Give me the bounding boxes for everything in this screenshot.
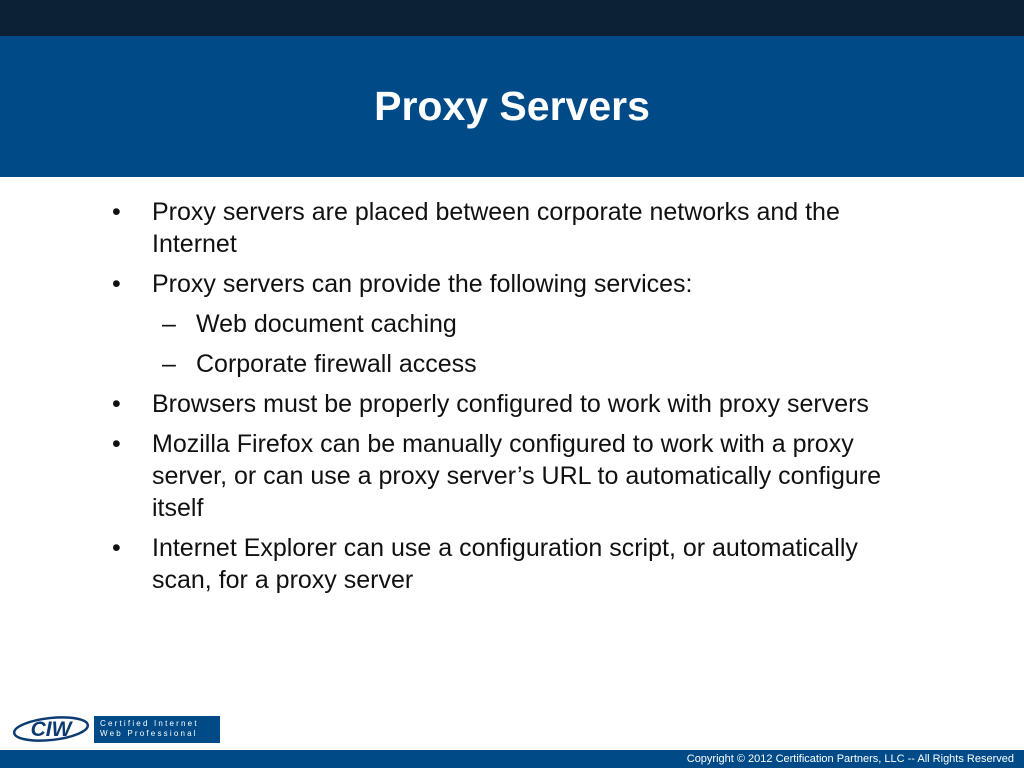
list-item: [112, 196, 902, 260]
list-item: [112, 388, 902, 420]
tagline-line-1: Certified Internet: [100, 719, 199, 728]
dash-marker: –: [162, 350, 176, 378]
footer-bar: [0, 750, 1024, 768]
logo-text: CIW: [30, 718, 72, 741]
list-item: [112, 532, 902, 596]
tagline-line-2: Web Professional: [100, 729, 198, 738]
bullet-list: [112, 196, 902, 604]
bullet-text: Browsers must be properly configured to work with proxy servers: [152, 390, 869, 418]
sub-list-item: [112, 348, 902, 380]
top-strip: [0, 0, 1024, 36]
list-item: [112, 428, 902, 524]
sub-bullet-text: Web document caching: [196, 310, 457, 338]
bullet-marker: •: [112, 430, 121, 458]
bullet-text: Internet Explorer can use a configuration script, or automatically scan, for a proxy server: [152, 534, 858, 594]
sub-bullet-text: Corporate firewall access: [196, 350, 477, 378]
ciw-logo: [12, 712, 90, 742]
bullet-text: Proxy servers are placed between corporate networks and the Internet: [152, 198, 840, 258]
bullet-marker: •: [112, 534, 121, 562]
bullet-text: Proxy servers can provide the following services:: [152, 270, 693, 298]
sub-list-item: [112, 308, 902, 340]
dash-marker: –: [162, 310, 176, 338]
list-item: [112, 268, 902, 300]
bullet-marker: •: [112, 390, 121, 418]
bullet-marker: •: [112, 198, 121, 226]
slide-title: Proxy Servers: [374, 83, 650, 129]
copyright-text: Copyright © 2012 Certification Partners, LLC -- All Rights Reserved: [686, 753, 1014, 765]
bullet-marker: •: [112, 270, 121, 298]
certified-internet-web-professional: [94, 716, 220, 743]
bullet-text: Mozilla Firefox can be manually configured to work with a proxy server, or can use a proxy server’s URL to automatically configure itself: [152, 430, 882, 522]
